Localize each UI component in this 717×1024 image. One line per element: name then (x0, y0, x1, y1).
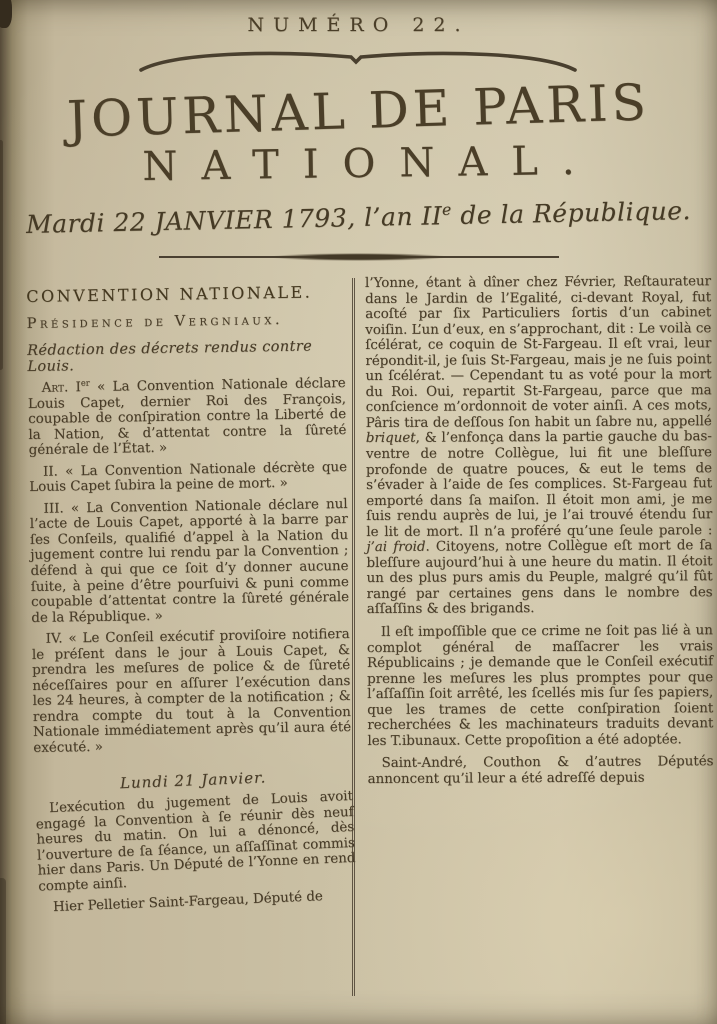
brace-divider-ornament (129, 44, 589, 80)
left-column (26, 276, 355, 1001)
body-paragraph: Il eſt impoſſible que ce crime ne ſoit pas lié à un complot général de maſſacrer les vrais Républicains ; je demande que le Conſeil exécutif prenne les meſures les plus promptes pour que l’aſſaſſin ſoit arrêté, les ſcellés mis ſur ſes papiers, que les trames de cette conſpiration ſoient recherchées & les machinateurs traduits devant les T.ibunaux. Cette propoſition a été adoptée. (366, 623, 714, 749)
presidency-heading: Présidence de Vergniaux. (26, 311, 284, 332)
swelled-rule-divider (159, 252, 559, 262)
article-caption: Rédaction des décrets rendus contre Louis. (27, 338, 313, 375)
date-line: Mardi 22 JANVIER 1793, l’an IIe de la République. (25, 196, 692, 239)
body-paragraph: Hier Pelletier Saint-Fargeau, Député de (52, 889, 324, 915)
body-paragraph: l’Yonne, étant à dîner chez Février, Reſtaurateur dans le Jardin de l’Egalité, ci-devant Royal, fut acoſté par ſix Particuliers ſortis d’un cabinet voiſin. L’un d’eux, en s’approchant, dit : Le voilà ce ſcélérat, ce coquin de St-Fargeau. Il eſt vrai, leur répondit-il, je ſuis St-Fargeau, mais je ne ſuis point un ſcélérat. — Cependant tu as voté pour la mort du Roi. Oui, repartit St-Fargeau, parce que ma conſcience m’ordonnoit de voter ainſi. A ces mots, Pâris tira de deſſous ſon habit un ſabre nu, appellé briquet, & l’enfonça dans la partie gauche du bas-ventre de notre Collègue, lui fit une bleſſure profonde de quatre pouces, & eut le tems de s’évader à l’aide de ſes complices. St-Fargeau fut emporté dans ſa maiſon. Il étoit mon ami, je me ſuis rendu auprès de lui, je l’ai trouvé étendu ſur le lit de mort. Il n’a proféré qu’une ſeule parole : j’ai froid. Citoyens, notre Collègue eſt mort de ſa bleſſure aujourd’hui à une heure du matin. Il étoit un des plus purs amis du Peuple, malgré qu’il fût rangé par certaines gens dans le nombre des aſſaſſins & des brigands. (365, 274, 713, 618)
column-divider-rule (352, 278, 355, 996)
decree-article-2: II. « La Convention Nationale décrète que Louis Capet ſubira la peine de mort. » (29, 459, 348, 496)
issue-number: NUMÉRO 22. (247, 14, 470, 36)
section-heading: CONVENTION NATIONALE. (26, 282, 313, 306)
newspaper-subtitle: NATIONAL. (142, 137, 599, 191)
body-paragraph: Saint-André, Couthon & d’autres Députés annoncent qu’il leur a été adreſſé depuis (367, 754, 714, 787)
monday-report-section (34, 765, 357, 916)
body-paragraph: L’exécution du jugement de Louis avoit engagé la Convention à ſe réunir dès neuf heures du matin. On lui a dénoncé, dès l’ouverture de ſa ſéance, un aſſaſſinat commis hier dans Paris. Un Député de l’Yonne en rend compte ainſi. (35, 788, 356, 894)
decree-article-4: IV. « Le Conſeil exécutif proviſoire notifiera le préſent dans le jour à Louis Capet, & prendra les meſures de police & de ſûreté néceſſaires pour en aſſurer l’exécution dans les 24 heures, à compter de la notification ; & rendra compte du tout à la Convention Nationale immédiatement après qu’il aura été exécuté. » (31, 627, 352, 756)
columns-area (0, 276, 717, 996)
newspaper-title: JOURNAL DE PARIS (66, 73, 651, 149)
decree-article-3: III. « La Convention Nationale déclare nul l’acte de Louis Capet, apporté à la barre par ſes Conſeils, qualifié d’appel à la Nation du jugement contre lui rendu par la Convention ; défend à qui que ce ſoit d’y donner aucune ſuite, à peine d’être pourſuivi & puni comme coupable d’attentat contre la ſûreté générale de la République. » (29, 496, 350, 626)
day-heading: Lundi 21 Janvier. (119, 767, 267, 792)
decree-article-1: Art. Ier « La Convention Nationale déclare Louis Capet, dernier Roi des François, coupable de conſpiration contre la Liberté de la Nation, & d’attentat contre la ſûreté générale de l’État. » (27, 375, 347, 459)
right-column (365, 274, 715, 996)
